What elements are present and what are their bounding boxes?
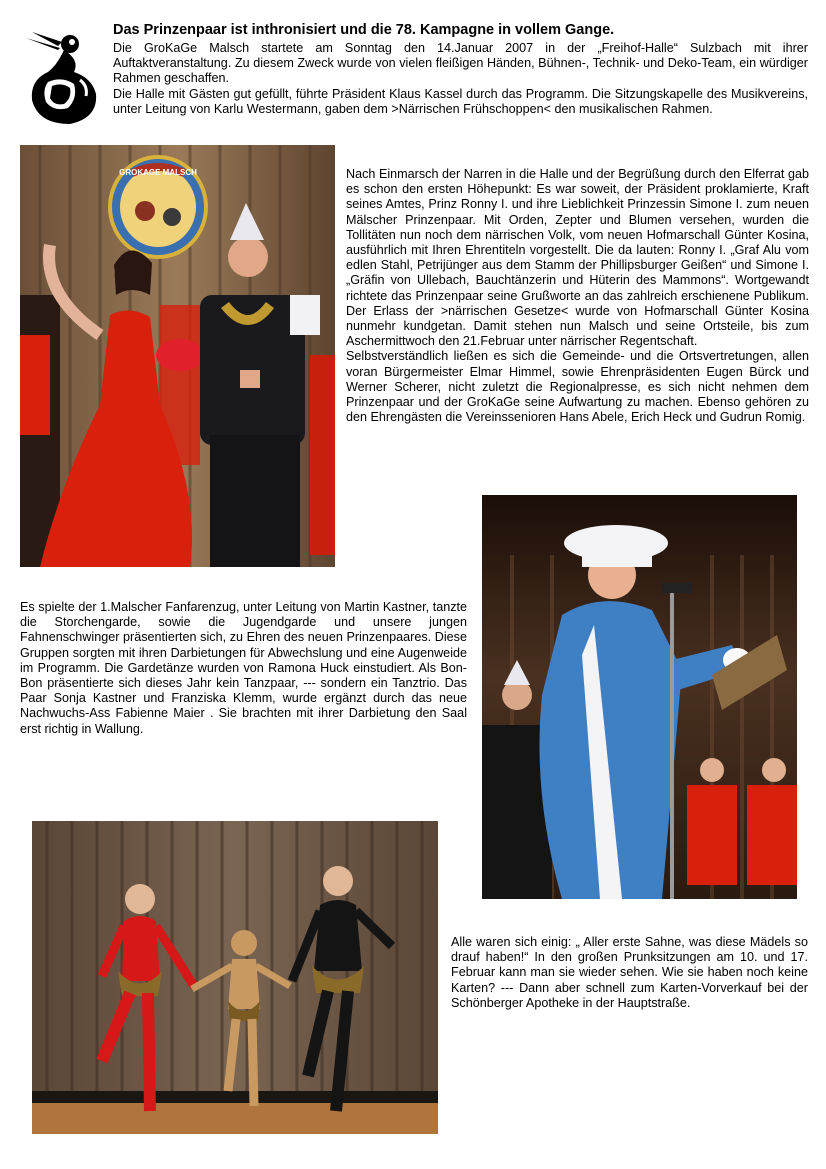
column1-paragraph: Selbstverständlich ließen es sich die Gemeinde- und die Ortsvertretungen, allen voran Bürgermeister Elmar Himmel, sowie Ehrenpräsidenten Eugen Bürck und Werner Scherer, nicht zuletzt die Regionalpresse, es sich nicht nehmen dem Prinzenpaar und der GroKaGe seine Aufwartung zu machen. Ebenso gehören zu den Ehrengästen die Vereinssenioren Hans Abele, Erich Heck und Gudrun Romig. bbox=[346, 349, 809, 425]
intro-paragraph: Die Halle mit Gästen gut gefüllt, führte Präsident Klaus Kassel durch das Programm. Die Sitzungskapelle des Musikvereins, unter Leitung von Karlu Westermann, gaben dem >Närrischen Frühschoppen< den musikalischen Rahmen. bbox=[113, 86, 808, 116]
column-text-3: Alle waren sich einig: „ Aller erste Sahne, was diese Mädels so drauf haben!“ In den großen Prunksitzungen am 10. und 17. Februar kann man sie wieder sehen. Wie sie haben noch keine Karten? --- Dann aber schnell zum Karten-Vorverkauf bei der Schönberger Apotheke in der Hauptstraße. bbox=[451, 935, 808, 1010]
column-text-2: Es spielte der 1.Malscher Fanfarenzug, unter Leitung von Martin Kastner, tanzte die Storchengarde, sowie die Jugendgarde und unsere jungen Fahnenschwinger präsentierten sich, zu Ehren des neuen Prinzenpaares. Diese Gruppen sorgten mit ihren Darbietungen für Abwechslung und eine Augenweide im Programm. Die Gardetänze wurden von Ramona Huck einstudiert. Als Bon-Bon präsentierte sich dieses Jahr kein Tanzpaar, --- sondern ein Tanztrio. Das Paar Sonja Kastner und Franziska Klemm, wurde ergänzt durch das neue Nachwuchs-Ass Fabienne Maier . Sie brachten mit ihrer Darbietung den Saal erst richtig in Wallung. bbox=[20, 600, 467, 736]
intro-paragraph: Die GroKaGe Malsch startete am Sonntag den 14.Januar 2007 in der „Freihof-Halle“ Sulzbach mit ihrer Auftaktveranstaltung. Zu diesem Zweck wurde von vielen fleißigen Händen, Bühnen-, Technik- und Deko-Team, ein würdiger Rahmen geschaffen. bbox=[113, 41, 808, 86]
intro-text bbox=[113, 41, 808, 117]
prince-couple-photo bbox=[20, 145, 335, 567]
headline: Das Prinzenpaar ist inthronisiert und die 78. Kampagne in vollem Gange. bbox=[113, 22, 615, 38]
president-speech-photo bbox=[482, 495, 797, 899]
banner-text: GROKAGE MALSCH bbox=[119, 168, 197, 177]
stork-logo bbox=[18, 20, 102, 126]
column-text-1 bbox=[346, 167, 809, 425]
dance-trio-photo bbox=[32, 821, 438, 1134]
column1-paragraph: Nach Einmarsch der Narren in die Halle und der Begrüßung durch den Elferrat gab es schon den ersten Höhepunkt: Es war soweit, der Präsident proklamierte, Kraft seines Amtes, Prinz Ronny I. und ihre Lieblichkeit Prinzessin Simone I. zum neuen Mälscher Prinzenpaar. Mit Orden, Zepter und Blumen versehen, wurden die Tollitäten nun noch dem närrischen Volk, vom neuen Hofmarschall Günter Kosina, ausführlich mit Ihren Ehrentiteln vorgestellt. Die da lauten: Ronny I. „Graf Alu vom edlen Stahl, Petrijünger aus dem Stamm der Phillipsburger Geißen“ und Simone I. „Gräfin von Ullebach, Bauchtänzerin und Hüterin des Mammons“. Wortgewandt richtete das Prinzenpaar seine Grußworte an das zahlreich erschienene Publikum. Der Erlass der >närrischen Gesetze< wurde von Hofmarschall Günter Kosina nunmehr kundgetan. Damit stehen nun Malsch und seine Ortsteile, bis zum Aschermittwoch den 21.Februar unter närrischer Regentschaft. bbox=[346, 167, 809, 349]
